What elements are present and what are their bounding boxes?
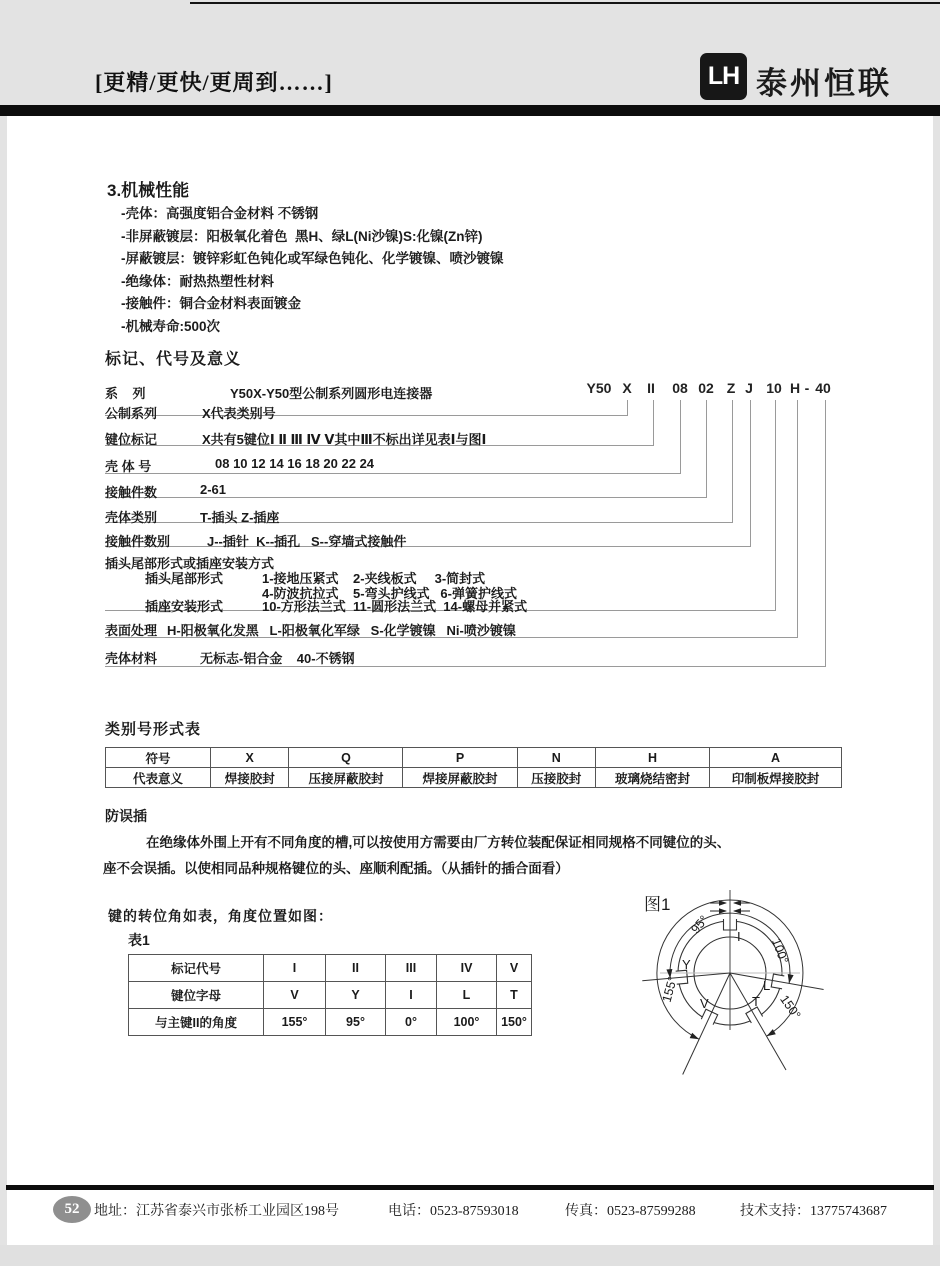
- key-position-table: [128, 954, 532, 1036]
- cell: P: [403, 748, 517, 768]
- cell: H: [595, 748, 709, 768]
- key-letter-V: V: [700, 996, 709, 1011]
- cell: 压接屏蔽胶封: [289, 768, 403, 788]
- category-table: [105, 747, 842, 788]
- mech-list: [121, 203, 504, 338]
- header-divider-bar: [0, 105, 940, 116]
- code-part: Y50: [586, 380, 612, 396]
- cell: II: [326, 955, 386, 982]
- cell: V: [264, 982, 326, 1009]
- row-content: X代表类别号: [202, 406, 276, 421]
- cell: 符号: [106, 748, 211, 768]
- footer-address: 地址：江苏省泰兴市张桥工业园区198号: [94, 1204, 339, 1219]
- sub-row-content: 1-接地压紧式 2-夹线板式 3-简封式: [262, 571, 486, 586]
- cell: 玻璃烧结密封: [595, 768, 709, 788]
- logo-letters: LH: [707, 62, 740, 90]
- cell: 95°: [326, 1009, 386, 1036]
- cell: 键位字母: [129, 982, 264, 1009]
- code-part: 02: [698, 380, 714, 396]
- cell: I: [264, 955, 326, 982]
- key-letter-L: L: [763, 978, 771, 993]
- key-letter-I: I: [737, 929, 741, 944]
- cell: 压接胶封: [517, 768, 595, 788]
- mech-item: -屏蔽镀层：镀锌彩虹色钝化或军绿色钝化、化学镀镍、喷沙镀镍: [121, 251, 504, 266]
- code-part: 08: [672, 380, 688, 396]
- row-label: 壳 体 号: [105, 459, 152, 474]
- header-slogan: [更精/更快/更周到……]: [95, 70, 333, 95]
- sub-row-label: 插头尾部形式: [145, 571, 224, 586]
- row-content: Y50X-Y50型公制系列圆形电连接器: [230, 386, 433, 401]
- code-part: II: [647, 380, 655, 396]
- key-table-caption: 键的转位角如表，角度位置如图：: [108, 908, 333, 924]
- code-part: Z: [726, 380, 736, 396]
- angle-100: 100°: [769, 936, 792, 966]
- cell: 150°: [497, 1009, 532, 1036]
- row-content: X共有5键位Ⅰ Ⅱ Ⅲ Ⅳ Ⅴ其中Ⅲ不标出详见表Ⅰ与图Ⅰ: [202, 432, 487, 447]
- row-label: 键位标记: [105, 432, 158, 447]
- key-table-label: 表1: [128, 932, 150, 948]
- footer-phone: 电话：0523-87593018: [388, 1204, 519, 1219]
- table-row: [106, 748, 842, 768]
- row-content: J--插针 K--插孔 S--穿墙式接触件: [207, 534, 407, 549]
- company-name: 泰州恒联: [756, 66, 892, 101]
- footer-support: 技术支持：13775743687: [740, 1204, 887, 1219]
- code-part: J: [745, 380, 753, 396]
- category-table-title: 类别号形式表: [105, 721, 202, 738]
- table-row: [106, 768, 842, 788]
- cell: 与主键II的角度: [129, 1009, 264, 1036]
- page-number: 52: [64, 1201, 80, 1217]
- keying-diagram-figure: [622, 878, 878, 1078]
- angle-155: 155°: [659, 975, 680, 1004]
- footer-fax: 传真：0523-87599288: [565, 1204, 696, 1219]
- row-content: 无标志-铝合金 40-不锈钢: [200, 651, 355, 666]
- code-part: 40: [815, 380, 831, 396]
- cell: 焊接胶封: [211, 768, 289, 788]
- table-row: [129, 1009, 532, 1036]
- row-content: T-插头 Z-插座: [200, 510, 280, 525]
- row-content: 08 10 12 14 16 18 20 22 24: [215, 456, 375, 471]
- marking-diagram: [0, 376, 940, 676]
- row-label: 壳体材料: [105, 651, 158, 666]
- anti-misplug-line1: 在绝缘体外围上开有不同角度的槽,可以按使用方需要由厂方转位装配保证相同规格不同键位的头、: [146, 835, 731, 850]
- key-letter-Y: Y: [682, 957, 691, 972]
- code-part: X: [622, 380, 632, 396]
- page-number-badge: [53, 1196, 91, 1223]
- row-label: 接触件数: [105, 485, 158, 500]
- sub-row-content: 10-方形法兰式 11-圆形法兰式 14-螺母并紧式: [262, 599, 528, 614]
- row-label: 壳体类别: [105, 510, 158, 525]
- figure-label: 图1: [644, 895, 671, 914]
- table-row: [129, 955, 532, 982]
- cell: 155°: [264, 1009, 326, 1036]
- cell: 印制板焊接胶封: [710, 768, 842, 788]
- mech-item: -壳体：高强度铝合金材料 不锈钢: [121, 206, 319, 221]
- key-letter-T: T: [752, 994, 760, 1009]
- cell: X: [211, 748, 289, 768]
- cell: V: [497, 955, 532, 982]
- marking-title: 标记、代号及意义: [105, 351, 242, 368]
- row-label: 表面处理: [105, 623, 158, 638]
- cell: I: [386, 982, 437, 1009]
- top-rule: [190, 2, 940, 4]
- row-content: 2-61: [200, 482, 227, 497]
- cell: III: [386, 955, 437, 982]
- table-row: [129, 982, 532, 1009]
- cell: 100°: [437, 1009, 497, 1036]
- cell: 代表意义: [106, 768, 211, 788]
- cell: IV: [437, 955, 497, 982]
- cell: L: [437, 982, 497, 1009]
- row-content: H-阳极氧化发黑 L-阳极氧化军绿 S-化学镀镍 Ni-喷沙镀镍: [167, 623, 516, 638]
- cell: A: [710, 748, 842, 768]
- mech-item: -非屏蔽镀层：阳极氧化着色 黑H、绿L(Ni沙镍)S:化镍(Zn锌): [121, 228, 483, 244]
- code-part: H: [789, 380, 801, 396]
- anti-misplug-title: 防误插: [105, 808, 147, 824]
- company-logo-icon: [700, 53, 747, 100]
- mech-title: 3.机械性能: [107, 181, 190, 200]
- sub-row-label: 插座安装形式: [145, 599, 224, 614]
- bottom-band: [0, 1245, 940, 1266]
- code-part: -: [804, 380, 810, 396]
- anti-misplug-line2: 座不会误插。以使相同品种规格键位的头、座顺利配插。（从插针的插合面看）: [103, 861, 569, 876]
- row-label: 公制系列: [105, 406, 158, 421]
- cell: 焊接屏蔽胶封: [403, 768, 517, 788]
- cell: Q: [289, 748, 403, 768]
- mech-item: -机械寿命:500次: [121, 318, 221, 334]
- angle-95: 95°: [688, 912, 712, 937]
- cell: Y: [326, 982, 386, 1009]
- sub-row-content: 4-防波抗拉式 5-弯头护线式 6-弹簧护线式: [262, 586, 517, 601]
- code-part: 10: [766, 380, 782, 396]
- mech-item: -绝缘体：耐热热塑性材料: [121, 273, 274, 289]
- cell: T: [497, 982, 532, 1009]
- row-label: 插头尾部形式或插座安装方式: [105, 556, 275, 571]
- cell: 0°: [386, 1009, 437, 1036]
- cell: 标记代号: [129, 955, 264, 982]
- cell: N: [517, 748, 595, 768]
- angle-150: 150°: [777, 992, 804, 1022]
- row-label: 接触件数别: [105, 534, 171, 549]
- row-label: 系 列: [105, 386, 146, 401]
- mech-item: -接触件：铜合金材料表面镀金: [121, 296, 301, 311]
